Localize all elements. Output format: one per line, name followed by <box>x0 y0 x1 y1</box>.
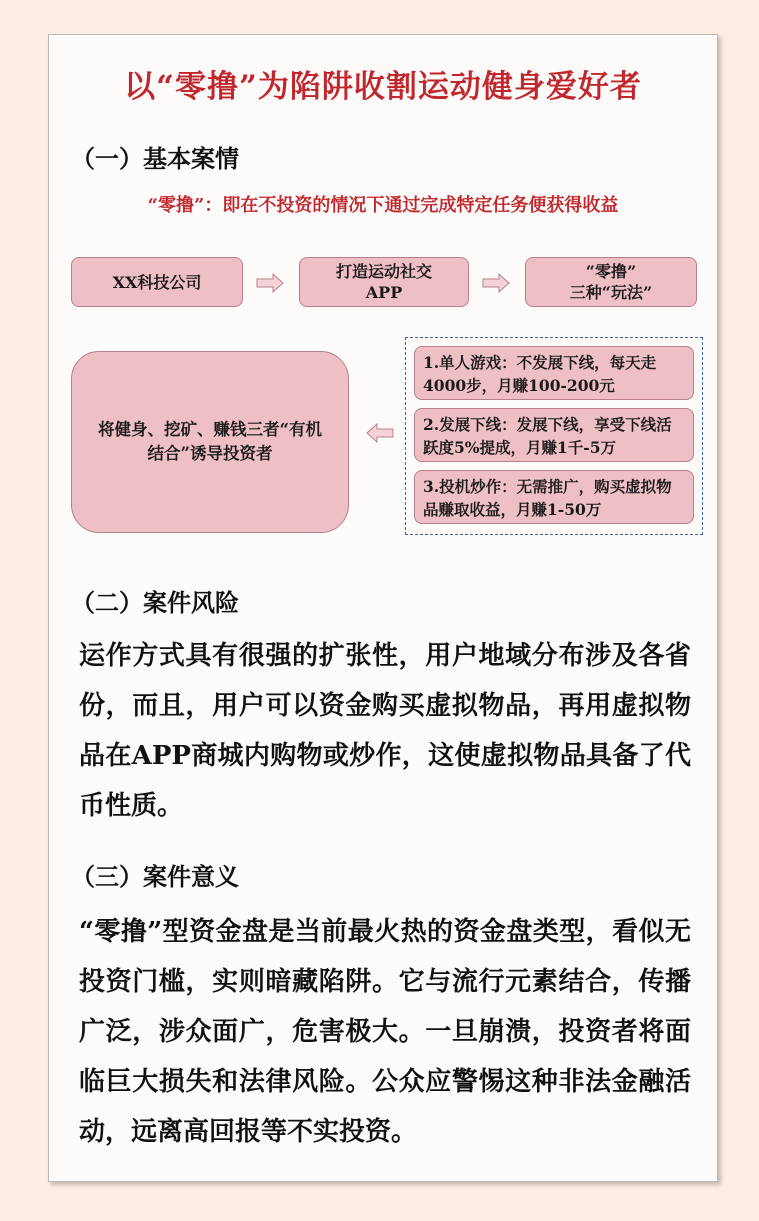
section3-heading: （三）案件意义 <box>71 862 239 891</box>
flow-box-company <box>71 257 243 307</box>
mode-item-1: 1.单人游戏：不发展下线，每天走4000步，月赚100-200元 <box>414 346 694 400</box>
left-arrow-icon <box>365 423 395 443</box>
result-box <box>71 351 349 533</box>
section3-text: “零撸”型资金盘是当前最火热的资金盘类型，看似无投资门槛，实则暗藏陷阱。它与流行元素结合，传播广泛，涉众面广，危害极大。一旦崩溃，投资者将面临巨大损失和法律风险。公众应警惕这种非法金融活动，远离高回报等不实投资。 <box>79 917 691 1147</box>
modes-group <box>405 337 703 535</box>
mode-item-2: 2.发展下线：发展下线，享受下线活跃度5%提成，月赚1千-5万 <box>414 408 694 462</box>
section1-heading: （一）基本案情 <box>71 144 239 173</box>
flow-box-modes <box>525 257 697 307</box>
flow-label-modes: “零撸” 三种“玩法” <box>569 262 653 302</box>
result-label: 将健身、挖矿、赚钱三者“有机结合”诱导投资者 <box>98 420 322 463</box>
right-arrow-icon <box>481 273 511 293</box>
section2-heading: （二）案件风险 <box>71 588 239 617</box>
page-title: 以“零撸”为陷阱收割运动健身爱好者 <box>124 69 642 105</box>
section2-text: 运作方式具有很强的扩张性，用户地域分布涉及各省份，而且，用户可以资金购买虚拟物品，再用虚拟物品在APP商城内购物或炒作，这使虚拟物品具备了代币性质。 <box>79 641 691 821</box>
flow-box-app <box>299 257 469 307</box>
definition-note: “零撸”：即在不投资的情况下通过完成特定任务便获得收益 <box>147 195 619 216</box>
document-card <box>48 34 718 1182</box>
flow-label-app: 打造运动社交 APP <box>335 262 432 302</box>
flow-label-company: XX科技公司 <box>112 272 202 292</box>
right-arrow-icon <box>255 273 285 293</box>
mode-item-3: 3.投机炒作：无需推广，购买虚拟物品赚取收益，月赚1-50万 <box>414 470 694 524</box>
